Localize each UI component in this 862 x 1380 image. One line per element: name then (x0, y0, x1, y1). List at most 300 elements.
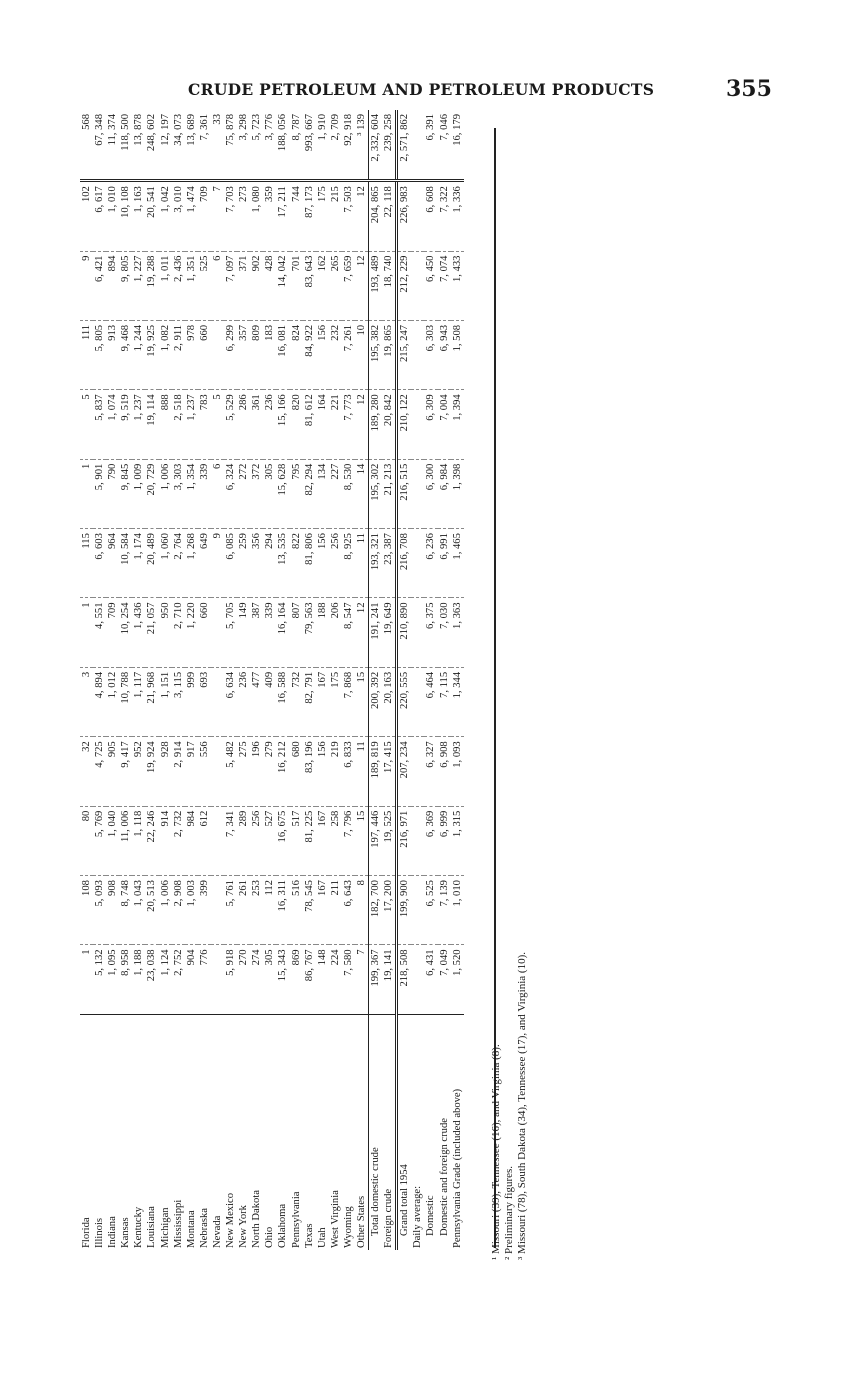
table-row (93, 110, 106, 1250)
table-row (145, 110, 158, 1250)
table-cell (211, 737, 224, 806)
table-cell: 20, 541 (145, 181, 158, 251)
table-cell: 305 (263, 945, 276, 1014)
table-cell: 16, 212 (276, 737, 289, 806)
table-cell: 16, 588 (276, 667, 289, 736)
table-cell: 5, 761 (224, 876, 237, 945)
table-cell: 1, 344 (451, 667, 464, 736)
table-cell: 914 (159, 806, 172, 875)
table-cell: 164 (316, 390, 329, 459)
table-cell: 182, 700 (369, 876, 383, 945)
table-cell: 612 (198, 806, 211, 875)
table-cell: 12 (355, 390, 369, 459)
table-cell: 1, 124 (159, 945, 172, 1014)
table-cell: 197, 446 (369, 806, 383, 875)
table-cell: 7 (355, 945, 369, 1014)
table-cell: 399 (198, 876, 211, 945)
table-cell: 221 (329, 390, 342, 459)
table-cell: 13, 535 (276, 529, 289, 598)
table-cell: 19, 114 (145, 390, 158, 459)
table-cell: 693 (198, 667, 211, 736)
table-cell: 3 (80, 667, 93, 736)
table-cell: 1, 398 (451, 459, 464, 528)
table-cell: 795 (290, 459, 303, 528)
table-cell: 1, 315 (451, 806, 464, 875)
table-row (355, 110, 369, 1250)
table-cell: 1, 006 (159, 459, 172, 528)
table-cell: 200, 392 (369, 667, 383, 736)
table-cell: 1 (80, 598, 93, 667)
table-cell: 6, 327 (424, 737, 437, 806)
table-cell: 11, 006 (119, 806, 132, 875)
table-cell: 7, 341 (224, 806, 237, 875)
table-cell: 12 (355, 181, 369, 251)
table-cell: 67, 348 (94, 114, 106, 146)
table-cell: 258 (329, 806, 342, 875)
table-cell: 701 (290, 251, 303, 320)
table-cell: 216, 971 (397, 806, 412, 875)
table-row (397, 110, 412, 1250)
table-cell: 23, 387 (382, 529, 397, 598)
table-cell: 167 (316, 806, 329, 875)
table-cell: 5, 093 (93, 876, 106, 945)
table-cell: 7 (211, 181, 224, 251)
table-cell: 16, 164 (276, 598, 289, 667)
table-cell: 7, 049 (438, 945, 451, 1014)
table-cell: 822 (290, 529, 303, 598)
table-cell: 33 (211, 114, 223, 125)
table-cell: 13, 878 (133, 114, 145, 146)
table-cell: 15, 166 (276, 390, 289, 459)
table-cell: 776 (198, 945, 211, 1014)
table-cell: 199, 367 (369, 945, 383, 1014)
table-cell: 83, 643 (303, 251, 316, 320)
row-label: Michigan (159, 1014, 172, 1250)
table-cell: 9 (80, 251, 93, 320)
table-cell: 16, 311 (276, 876, 289, 945)
table-cell: 191, 241 (369, 598, 383, 667)
table-cell: 824 (290, 320, 303, 389)
table-cell: 4, 551 (93, 598, 106, 667)
table-cell: 5 (211, 390, 224, 459)
table-cell: 6, 450 (424, 251, 437, 320)
table-cell: 118, 500 (120, 114, 132, 151)
row-label: Domestic and foreign crude (438, 1014, 451, 1250)
table-cell: 256 (329, 529, 342, 598)
table-cell: 1, 074 (106, 390, 119, 459)
table-cell: 211 (329, 876, 342, 945)
table-cell: 19, 649 (382, 598, 397, 667)
table-cell: 196 (250, 737, 263, 806)
table-cell: ³ 139 (355, 114, 367, 136)
table-cell: 6, 421 (93, 251, 106, 320)
table-cell: 21, 057 (145, 598, 158, 667)
rotated-table-container (80, 110, 500, 1250)
table-cell: 1, 237 (132, 390, 145, 459)
row-label: North Dakota (250, 1014, 263, 1250)
table-cell: 79, 563 (303, 598, 316, 667)
table-cell (411, 529, 424, 598)
table-cell: 568 (81, 114, 92, 130)
table-cell: 1, 011 (159, 251, 172, 320)
table-cell: 660 (198, 598, 211, 667)
table-cell: 19, 924 (145, 737, 158, 806)
row-label: Daily average: (411, 1014, 424, 1250)
table-cell: 2, 709 (329, 114, 341, 141)
table-cell: 1, 244 (132, 320, 145, 389)
table-cell: 917 (185, 737, 198, 806)
table-cell: 1, 060 (159, 529, 172, 598)
row-label: Montana (185, 1014, 198, 1250)
table-cell (411, 251, 424, 320)
table-cell: 256 (250, 806, 263, 875)
row-label: Kentucky (132, 1014, 145, 1250)
table-cell (411, 737, 424, 806)
footnote-1: ¹ Missouri (39), Tennessee (16), and Virginia (8). (490, 1044, 502, 1260)
table-cell: 7, 139 (438, 876, 451, 945)
table-cell: 3, 298 (238, 114, 250, 141)
table-cell: 1, 006 (159, 876, 172, 945)
table-cell: 11 (355, 529, 369, 598)
table-cell: 709 (106, 598, 119, 667)
table-row (451, 110, 464, 1250)
table-cell: 206 (329, 598, 342, 667)
table-cell: 75, 878 (225, 114, 237, 146)
table-cell: 1, 520 (451, 945, 464, 1014)
row-label: Pennsylvania Grade (included above) (451, 1014, 464, 1250)
table-cell: 5, 901 (93, 459, 106, 528)
row-label: Foreign crude (382, 1014, 397, 1250)
table-cell: 8, 958 (119, 945, 132, 1014)
table-cell: 6, 999 (438, 806, 451, 875)
row-label: Mississippi (172, 1014, 185, 1250)
table-cell: 993, 667 (303, 114, 315, 152)
table-cell: 14 (355, 459, 369, 528)
table-cell: 9, 805 (119, 251, 132, 320)
table-cell: 15, 343 (276, 945, 289, 1014)
table-cell (411, 459, 424, 528)
table-cell: 387 (250, 598, 263, 667)
table-cell: 9, 468 (119, 320, 132, 389)
table-cell: 210, 890 (397, 598, 412, 667)
table-cell: 905 (106, 737, 119, 806)
table-cell: 13, 689 (185, 114, 197, 146)
table-cell: 1, 043 (132, 876, 145, 945)
table-row (172, 110, 185, 1250)
table-cell: 1, 040 (106, 806, 119, 875)
table-cell: 253 (250, 876, 263, 945)
table-row (369, 110, 383, 1250)
table-cell: 19, 525 (382, 806, 397, 875)
table-cell (411, 110, 424, 181)
table-cell: 2, 764 (172, 529, 185, 598)
table-cell: 1, 394 (451, 390, 464, 459)
table-cell: 34, 073 (172, 114, 184, 146)
table-cell: 6 (211, 459, 224, 528)
table-cell: 83, 196 (303, 737, 316, 806)
table-cell: 556 (198, 737, 211, 806)
table-cell: 7, 659 (342, 251, 355, 320)
table-cell: 1, 082 (159, 320, 172, 389)
table-cell: 1, 163 (132, 181, 145, 251)
table-cell: 3, 010 (172, 181, 185, 251)
table-cell: 19, 141 (382, 945, 397, 1014)
table-cell: 232 (329, 320, 342, 389)
table-cell: 115 (80, 529, 93, 598)
table-cell: 1, 151 (159, 667, 172, 736)
table-cell: 84, 922 (303, 320, 316, 389)
table-cell: 102 (80, 181, 93, 251)
table-cell: 188 (316, 598, 329, 667)
row-label: Ohio (263, 1014, 276, 1250)
table-cell: 215, 247 (397, 320, 412, 389)
table-cell: 1, 042 (159, 181, 172, 251)
table-cell: 8, 787 (290, 114, 302, 141)
table-cell: 226, 983 (397, 181, 412, 251)
table-cell: 952 (132, 737, 145, 806)
table-cell: 82, 791 (303, 667, 316, 736)
table-cell: 6, 303 (424, 320, 437, 389)
table-cell: 167 (316, 667, 329, 736)
table-cell: 1 (80, 459, 93, 528)
table-cell: 356 (250, 529, 263, 598)
table-cell: 6 (211, 251, 224, 320)
table-cell: 4, 725 (93, 737, 106, 806)
table-cell: 10, 788 (119, 667, 132, 736)
row-label: Nevada (211, 1014, 224, 1250)
table-cell: 660 (198, 320, 211, 389)
table-cell: 279 (263, 737, 276, 806)
table-cell: 5, 723 (251, 114, 263, 141)
table-cell: 6, 833 (342, 737, 355, 806)
table-cell: 361 (250, 390, 263, 459)
table-cell: 2, 332, 604 (369, 110, 383, 181)
table-cell: 20, 729 (145, 459, 158, 528)
table-cell: 7, 703 (224, 181, 237, 251)
table-cell: 809 (250, 320, 263, 389)
table-cell: 167 (316, 876, 329, 945)
table-cell: 7, 322 (438, 181, 451, 251)
table-cell: 783 (198, 390, 211, 459)
table-cell: 195, 382 (369, 320, 383, 389)
table-cell: 236 (237, 667, 250, 736)
table-cell: 10, 108 (119, 181, 132, 251)
table-cell: 894 (106, 251, 119, 320)
table-cell: 950 (159, 598, 172, 667)
footnote-2: ² Preliminary figures. (503, 1165, 515, 1260)
table-cell: 525 (198, 251, 211, 320)
table-cell: 9, 519 (119, 390, 132, 459)
table-cell: 259 (237, 529, 250, 598)
table-cell: 11 (355, 737, 369, 806)
table-cell: 1, 220 (185, 598, 198, 667)
table-cell: 6, 608 (424, 181, 437, 251)
table-cell (211, 806, 224, 875)
table-cell: 23, 038 (145, 945, 158, 1014)
table-cell: 1, 010 (106, 181, 119, 251)
table-cell: 6, 324 (224, 459, 237, 528)
table-cell: 1, 188 (132, 945, 145, 1014)
table-cell: 216, 515 (397, 459, 412, 528)
table-row (329, 110, 342, 1250)
footnotes (490, 500, 529, 1260)
table-cell (211, 876, 224, 945)
table-cell: 1, 363 (451, 598, 464, 667)
table-row (185, 110, 198, 1250)
table-cell: 1, 436 (132, 598, 145, 667)
table-cell: 6, 617 (93, 181, 106, 251)
row-label: Florida (80, 1014, 93, 1250)
table-cell: 902 (250, 251, 263, 320)
table-cell: 21, 968 (145, 667, 158, 736)
table-cell: 81, 806 (303, 529, 316, 598)
table-cell: 869 (290, 945, 303, 1014)
table-cell: 5, 529 (224, 390, 237, 459)
table-cell: 19, 288 (145, 251, 158, 320)
table-cell: 20, 163 (382, 667, 397, 736)
table-cell: 6, 634 (224, 667, 237, 736)
table-cell: 1, 010 (451, 876, 464, 945)
table-row (159, 110, 172, 1250)
table-cell: 680 (290, 737, 303, 806)
table-cell: 2, 732 (172, 806, 185, 875)
table-cell: 6, 643 (342, 876, 355, 945)
table-cell: 148 (316, 945, 329, 1014)
table-cell: 204, 865 (369, 181, 383, 251)
table-cell (411, 390, 424, 459)
table-cell: 12 (355, 598, 369, 667)
table-cell: 15 (355, 667, 369, 736)
table-cell: 92, 918 (342, 114, 354, 146)
row-label: Total domestic crude (369, 1014, 383, 1250)
table-cell: 7, 773 (342, 390, 355, 459)
table-cell: 7, 361 (198, 114, 210, 141)
table-cell: 289 (237, 806, 250, 875)
row-label: New York (237, 1014, 250, 1250)
table-cell: 1, 508 (451, 320, 464, 389)
table-row (303, 110, 316, 1250)
table-cell: 12 (355, 251, 369, 320)
table-cell: 236 (263, 390, 276, 459)
table-cell: 7, 046 (438, 114, 450, 141)
table-cell: 15, 628 (276, 459, 289, 528)
table-cell: 6, 236 (424, 529, 437, 598)
table-cell: 7, 097 (224, 251, 237, 320)
table-cell: 1, 117 (132, 667, 145, 736)
table-cell: 239, 258 (383, 114, 395, 152)
table-cell: 339 (198, 459, 211, 528)
table-cell: 175 (316, 181, 329, 251)
table-cell: 86, 767 (303, 945, 316, 1014)
table-cell: 1, 003 (185, 876, 198, 945)
table-cell: 2, 914 (172, 737, 185, 806)
table-cell: 5, 132 (93, 945, 106, 1014)
table-cell: 210, 122 (397, 390, 412, 459)
table-cell: 14, 042 (276, 251, 289, 320)
table-cell: 5, 837 (93, 390, 106, 459)
table-cell: 7, 503 (342, 181, 355, 251)
table-cell: 516 (290, 876, 303, 945)
table-cell: 6, 375 (424, 598, 437, 667)
table-row (106, 110, 119, 1250)
table-cell (211, 667, 224, 736)
table-cell: 7, 004 (438, 390, 451, 459)
table-cell: 790 (106, 459, 119, 528)
table-cell: 6, 991 (438, 529, 451, 598)
table-cell: 8, 925 (342, 529, 355, 598)
row-label: Louisiana (145, 1014, 158, 1250)
row-label: West Virginia (329, 1014, 342, 1250)
table-cell: 19, 865 (382, 320, 397, 389)
table-row (342, 110, 355, 1250)
table-cell: 517 (290, 806, 303, 875)
table-cell: 20, 842 (382, 390, 397, 459)
table-cell: 1, 268 (185, 529, 198, 598)
table-cell: 7, 030 (438, 598, 451, 667)
table-cell: 2, 436 (172, 251, 185, 320)
table-cell: 7, 074 (438, 251, 451, 320)
table-cell: 5, 805 (93, 320, 106, 389)
table-cell: 305 (263, 459, 276, 528)
table-cell: 6, 369 (424, 806, 437, 875)
table-cell: 224 (329, 945, 342, 1014)
table-cell: 9, 417 (119, 737, 132, 806)
table-cell: 8, 530 (342, 459, 355, 528)
row-label: Texas (303, 1014, 316, 1250)
page-number: 355 (726, 76, 772, 102)
table-cell: 1, 012 (106, 667, 119, 736)
table-cell: 18, 740 (382, 251, 397, 320)
daily-average-rows (411, 110, 463, 1250)
table-cell: 227 (329, 459, 342, 528)
table-cell: 22, 118 (382, 181, 397, 251)
table-cell: 7, 261 (342, 320, 355, 389)
table-cell: 6, 309 (424, 390, 437, 459)
table-cell: 2, 752 (172, 945, 185, 1014)
table-cell: 81, 612 (303, 390, 316, 459)
table-cell: 20, 489 (145, 529, 158, 598)
table-cell: 6, 299 (224, 320, 237, 389)
table-cell: 1, 465 (451, 529, 464, 598)
table-cell: 215 (329, 181, 342, 251)
table-cell: 16, 081 (276, 320, 289, 389)
table-cell: 216, 708 (397, 529, 412, 598)
row-label: Nebraska (198, 1014, 211, 1250)
table-cell: 913 (106, 320, 119, 389)
table-cell: 1, 354 (185, 459, 198, 528)
table-cell: 357 (237, 320, 250, 389)
table-cell: 477 (250, 667, 263, 736)
table-cell: 1, 237 (185, 390, 198, 459)
table-row (263, 110, 276, 1250)
table-cell (411, 598, 424, 667)
table-cell: 12, 197 (159, 114, 171, 146)
table-cell: 6, 908 (438, 737, 451, 806)
table-cell: 6, 984 (438, 459, 451, 528)
table-cell: 1, 093 (451, 737, 464, 806)
table-cell: 709 (198, 181, 211, 251)
table-cell: 80 (80, 806, 93, 875)
table-cell: 199, 900 (397, 876, 412, 945)
table-cell: 1, 910 (316, 114, 328, 141)
table-cell: 4, 894 (93, 667, 106, 736)
table-row (211, 110, 224, 1250)
table-cell: 6, 431 (424, 945, 437, 1014)
table-cell: 2, 518 (172, 390, 185, 459)
table-cell: 428 (263, 251, 276, 320)
table-cell: 1, 009 (132, 459, 145, 528)
table-row (132, 110, 145, 1250)
